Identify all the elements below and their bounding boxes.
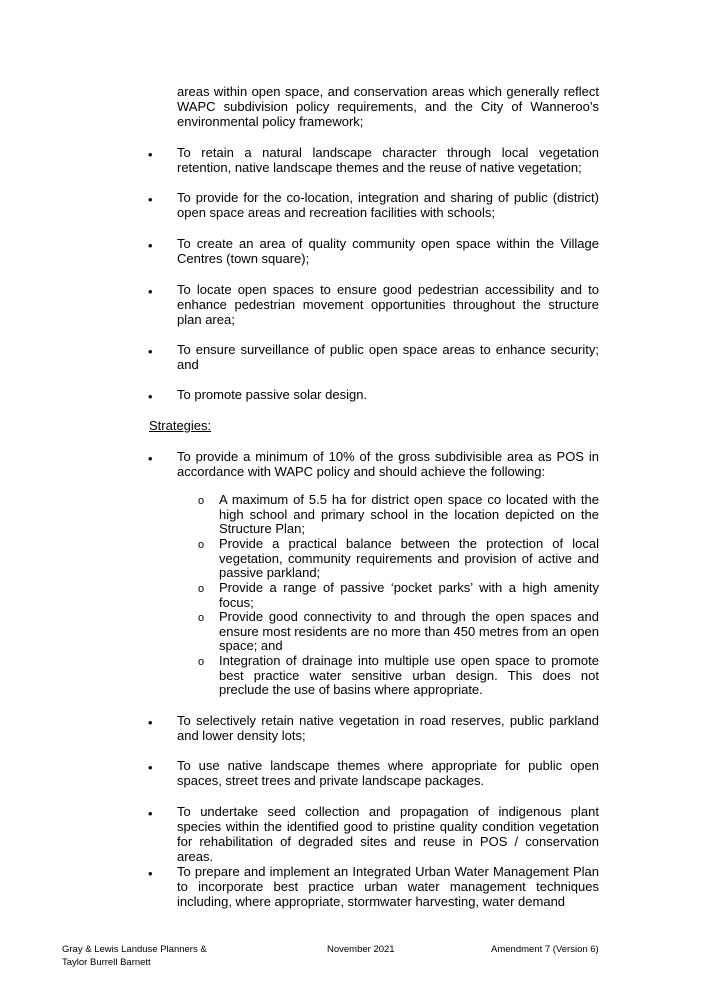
bullet-marker: • bbox=[148, 389, 153, 404]
footer-date: November 2021 bbox=[327, 944, 395, 955]
sub-bullet-marker: o bbox=[198, 495, 205, 507]
bullet-marker: • bbox=[148, 147, 153, 162]
bullet-marker: • bbox=[148, 715, 153, 730]
bullet-marker: • bbox=[148, 238, 153, 253]
bullet-marker: • bbox=[148, 344, 153, 359]
strategy-item: To selectively retain native vegetation in road reserves, public parkland and lower density lots; bbox=[177, 713, 599, 743]
strategy-item: To undertake seed collection and propagation of indigenous plant species within the identified good to pristine quality condition vegetation for rehabilitation of degraded sites and reuse in POS / conservation areas. bbox=[177, 804, 599, 864]
strategies-heading: Strategies: bbox=[149, 418, 212, 433]
pos-sub-item: Provide good connectivity to and through the open spaces and ensure most residents are no more than 450 metres from an open space; and bbox=[219, 609, 599, 654]
objective-item: To ensure surveillance of public open space areas to enhance security; and bbox=[177, 342, 599, 372]
objective-item: To retain a natural landscape character through local vegetation retention, native landscape themes and the reuse of native vegetation; bbox=[177, 145, 599, 175]
objective-item: To provide for the co-location, integration and sharing of public (district) open space areas and recreation facilities with schools; bbox=[177, 190, 599, 220]
sub-bullet-marker: o bbox=[198, 539, 205, 551]
pos-sub-item: Provide a range of passive ‘pocket parks’ with a high amenity focus; bbox=[219, 580, 599, 610]
sub-bullet-marker: o bbox=[198, 656, 205, 668]
intro-continuation-paragraph: areas within open space, and conservation areas which generally reflect WAPC subdivision policy requirements, and the City of Wanneroo’s environmental policy framework; bbox=[177, 84, 599, 129]
bullet-marker: • bbox=[148, 192, 153, 207]
objective-item: To locate open spaces to ensure good pedestrian accessibility and to enhance pedestrian movement opportunities throughout the structure plan area; bbox=[177, 282, 599, 327]
bullet-marker: • bbox=[148, 284, 153, 299]
sub-bullet-marker: o bbox=[198, 612, 205, 624]
bullet-marker: • bbox=[148, 451, 153, 466]
strategy-item: To use native landscape themes where appropriate for public open spaces, street trees and private landscape packages. bbox=[177, 758, 599, 788]
pos-sub-item: Integration of drainage into multiple use open space to promote best practice water sensitive urban design. This does not preclude the use of basins where appropriate. bbox=[219, 653, 599, 698]
footer-authors-line2: Taylor Burrell Barnett bbox=[62, 957, 151, 968]
sub-bullet-marker: o bbox=[198, 583, 205, 595]
objective-item: To create an area of quality community open space within the Village Centres (town square); bbox=[177, 236, 599, 266]
footer-authors bbox=[62, 943, 207, 969]
bullet-marker: • bbox=[148, 866, 153, 881]
bullet-marker: • bbox=[148, 806, 153, 821]
objective-item: To promote passive solar design. bbox=[177, 387, 368, 402]
pos-sub-item: Provide a practical balance between the protection of local vegetation, community requirements and provision of active and passive parkland; bbox=[219, 536, 599, 581]
strategy-item: To provide a minimum of 10% of the gross subdivisible area as POS in accordance with WAPC policy and should achieve the following: bbox=[177, 449, 599, 479]
footer-authors-line1: Gray & Lewis Landuse Planners & bbox=[62, 944, 207, 955]
bullet-marker: • bbox=[148, 760, 153, 775]
pos-sub-item: A maximum of 5.5 ha for district open space co located with the high school and primary school in the location depicted on the Structure Plan; bbox=[219, 492, 599, 537]
strategy-item: To prepare and implement an Integrated Urban Water Management Plan to incorporate best practice urban water management techniques including, where appropriate, stormwater harvesting, water demand bbox=[177, 864, 599, 909]
footer-amendment: Amendment 7 (Version 6) bbox=[491, 944, 599, 955]
